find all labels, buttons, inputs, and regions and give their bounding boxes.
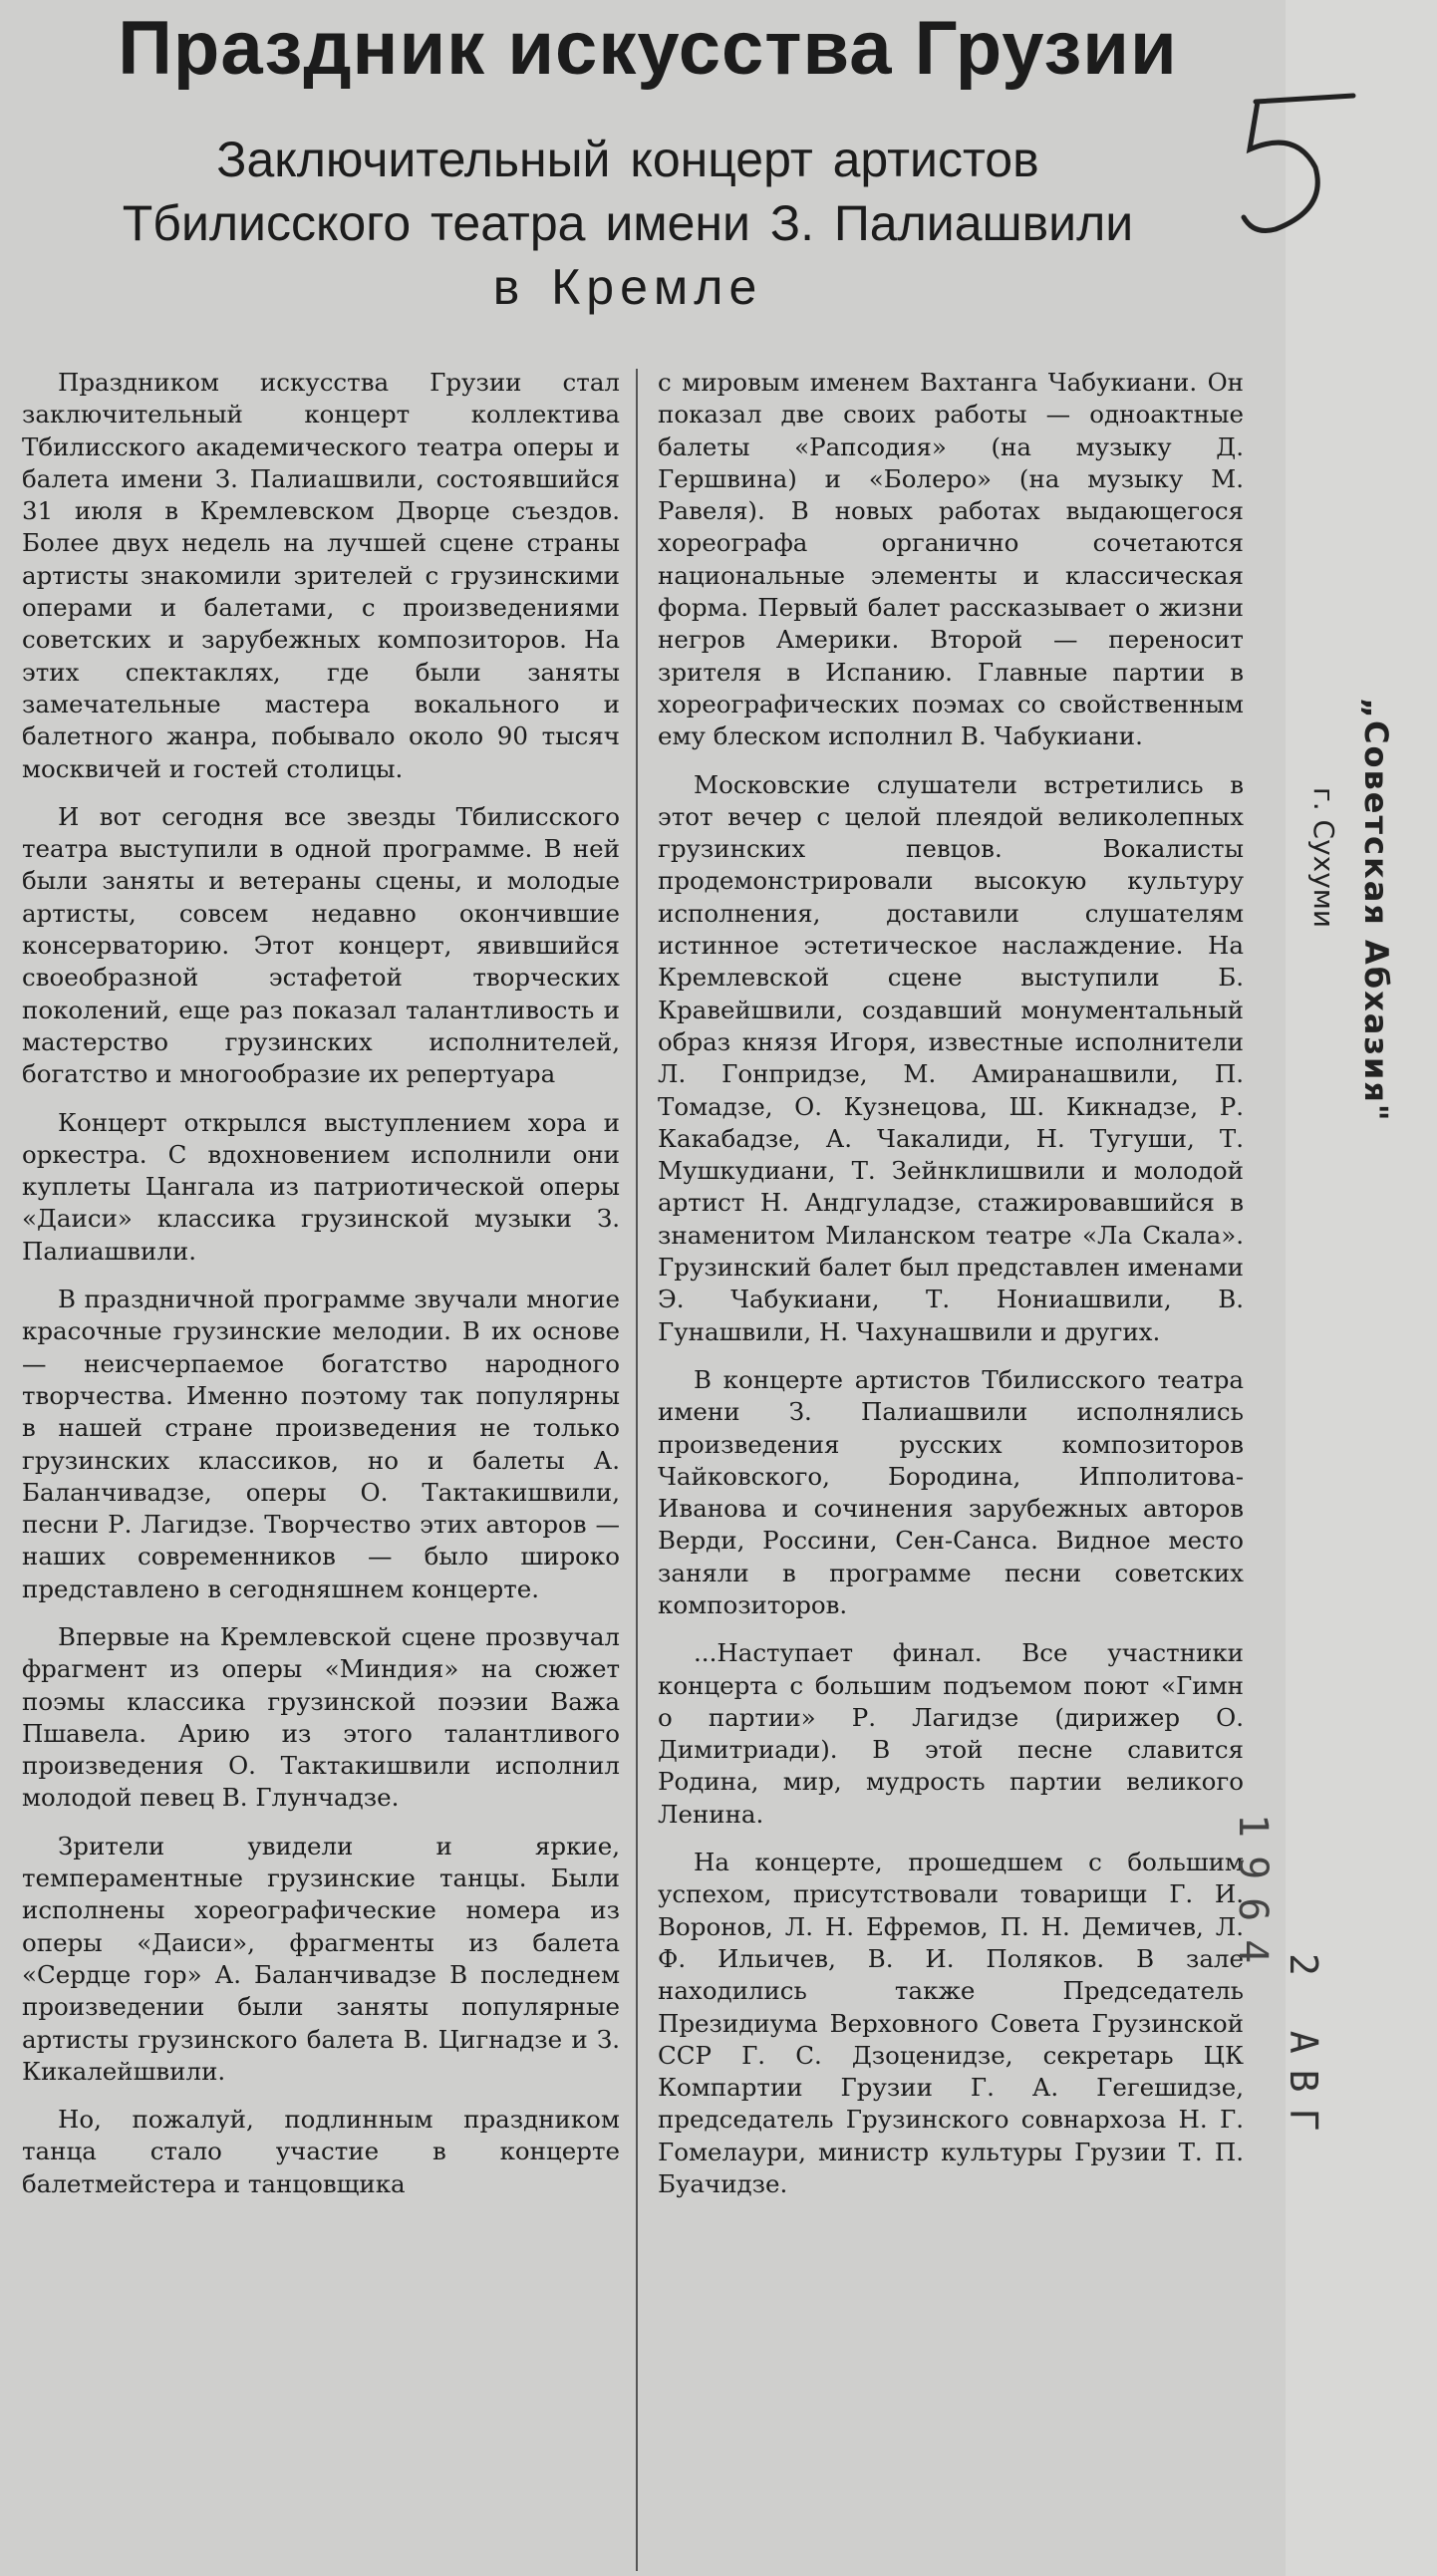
year-stamp: 1964 — [1230, 1814, 1276, 1982]
paragraph: Концерт открылся выступлением хора и оркестра. С вдохновением исполнили они куплеты Цангала из патриотической оперы «Даиси» классика грузинской музыки З. Палиашвили. — [22, 1107, 620, 1266]
date-stamp: 2 АВГ — [1282, 1953, 1325, 2147]
newspaper-name-stamp: „Советская Абхазия" — [1357, 698, 1395, 1123]
paragraph: На концерте, прошедшем с большим успехом, присутствовали товарищи Г. И. Воронов, Л. Н. Ефремов, П. Н. Демичев, Л. Ф. Ильичев, В. И. Поляков. В зале находились также Председатель Президиума Верховного Совета Грузинской ССР Г. С. Дзоценидзе, секретарь ЦК Компартии Грузии Г. А. Гегешидзе, председатель Грузинского совнархоза Н. Г. Гомелаури, министр культуры Грузии Т. П. Буачидзе. — [658, 1848, 1244, 2199]
paragraph: И вот сегодня все звезды Тбилисского театра выступили в одной программе. В ней были заняты и ветераны сцены, и молодые артисты, совсем недавно окончившие консерваторию. Этот концерт, явившийся своеобразной эстафетой творческих поколений, еще раз показал талантливость и мастерство грузинских исполнителей, богатство и многообразие их репертуара — [22, 801, 620, 1089]
subheadline-line-2: Тбилисского театра имени З. Палиашвили — [122, 195, 1134, 251]
subheadline-line-1: Заключительный концерт артистов — [216, 132, 1039, 187]
paragraph: Зрители увидели и яркие, темпераментные грузинские танцы. Были исполнены хореографические номера из оперы «Даиси», фрагменты из балета «Сердце гор» А. Баланчивадзе В последнем произведении были заняты популярные артисты грузинского балета В. Цигнадзе и З. Кикалейшвили. — [22, 1831, 620, 2086]
city-stamp: г. Сухуми — [1307, 787, 1340, 929]
article-column-1 — [22, 367, 620, 2216]
headline: Праздник искусства Грузии — [118, 6, 1178, 91]
article-column-2 — [658, 367, 1244, 2216]
paragraph: Праздником искусства Грузии стал заключительный концерт коллектива Тбилисского академического театра оперы и балета имени З. Палиашвили, состоявшийся 31 июля в Кремлевском Дворце съездов. Более двух недель на лучшей сцене страны артисты знакомили зрителей с грузинскими операми и балетами, с произведениями советских и зарубежных композиторов. На этих спектаклях, где были заняты замечательные мастера вокального и балетного жанра, побывало около 90 тысяч москвичей и гостей столицы. — [22, 368, 620, 783]
column-divider — [636, 369, 638, 2571]
paragraph: В праздничной программе звучали многие красочные грузинские мелодии. В их основе — неисчерпаемое богатство народного творчества. Именно поэтому так популярны в нашей стране произведения не только грузинских классиков, но и балеты А. Баланчивадзе, оперы О. Тактакишвили, песни Р. Лагидзе. Творчество этих авторов — наших современников — было широко представлено в сегодняшнем концерте. — [22, 1285, 620, 1603]
paragraph: Впервые на Кремлевской сцене прозвучал фрагмент из оперы «Миндия» на сюжет поэмы классика грузинской поэзии Важа Пшавела. Арию из этого талантливого произведения О. Тактакишвили исполнил молодой певец В. Глунчадзе. — [22, 1621, 620, 1813]
paragraph: ...Наступает финал. Все участники концерта с большим подъемом поют «Гимн о партии» Р. Лагидзе (дирижер О. Димитриади). В этой песне славится Родина, мир, мудрость партии великого Ленина. — [658, 1638, 1244, 1829]
handwritten-page-number — [1236, 90, 1375, 239]
paragraph: с мировым именем Вахтанга Чабукиани. Он показал две своих работы — одноактные балеты «Рапсодия» (на музыку Д. Гершвина) и «Болеро» (на музыку М. Равеля). В новых работах выдающегося хореографа органично сочетаются национальные элементы и классическая форма. Первый балет рассказывает о жизни негров Америки. Второй — переносит зрителя в Испанию. Главные партии в хореографических поэмах со свойственным ему блеском исполнил В. Чабукиани. — [658, 368, 1244, 751]
paragraph: В концерте артистов Тбилисского театра имени З. Палиашвили исполнялись произведения русских композиторов Чайковского, Бородина, Ипполитова-Иванова и сочинения зарубежных авторов Верди, Россини, Сен-Санса. Видное место заняли в программе песни советских композиторов. — [658, 1364, 1244, 1619]
paragraph: Но, пожалуй, подлинным праздником танца стало участие в концерте балетмейстера и танцовщика — [22, 2105, 620, 2198]
subheadline-line-3: в Кремле — [492, 259, 763, 315]
paragraph: Московские слушатели встретились в этот вечер с целой плеядой великолепных грузинских певцов. Вокалисты продемонстрировали высокую культуру исполнения, доставили слушателям истинное эстетическое наслаждение. На Кремлевской сцене выступили Б. Кравейшвили, создавший монументальный образ князя Игоря, известные исполнители Л. Гонпридзе, М. Амиранашвили, П. Томадзе, О. Кузнецова, Ш. Кикнадзе, Р. Какабадзе, А. Чакалиди, Н. Тугуши, Т. Мушкудиани, Т. Зейнклишвили и молодой артист Н. Андгуладзе, стажировавшийся в знаменитом Миланском театре «Ла Скала». Грузинский балет был представлен именами Э. Чабукиани, Т. Нониашвили, В. Гунашвили, Н. Чахунашвили и других. — [658, 769, 1244, 1346]
